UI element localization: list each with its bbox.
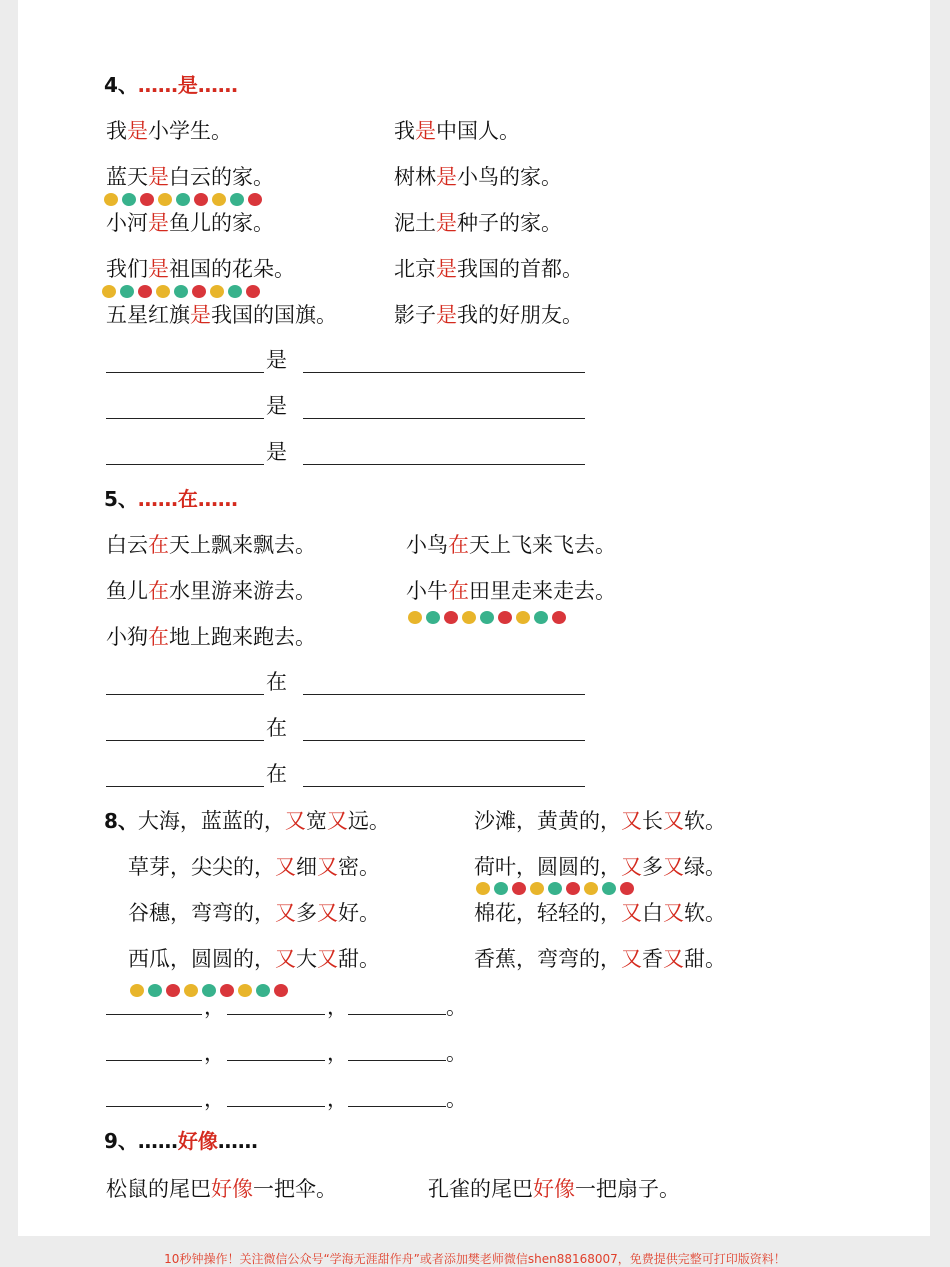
sentence: 小狗在地上跑来跑去。 <box>106 625 316 649</box>
keyword: 又 <box>621 901 642 925</box>
sentence: 白云在天上飘来飘去。 <box>106 533 316 557</box>
section-number: 8、 <box>104 809 138 833</box>
keyword: 又 <box>621 809 642 833</box>
sentence: 小河是鱼儿的家。 <box>106 211 274 235</box>
keyword: 是 <box>436 257 457 281</box>
keyword: 是 <box>436 165 457 189</box>
sentence: 我们是祖国的花朵。 <box>106 257 295 281</box>
keyword: 好像 <box>211 1177 253 1201</box>
keyword: 又 <box>663 901 684 925</box>
sentence: 西瓜，圆圆的，又大又甜。 <box>128 947 380 971</box>
answer-blank[interactable] <box>227 1014 325 1015</box>
section-pattern: ……在…… <box>137 487 238 511</box>
answer-blank[interactable] <box>227 1106 325 1107</box>
answer-blank[interactable] <box>348 1106 446 1107</box>
section-5-heading <box>104 484 238 514</box>
keyword: 又 <box>284 809 306 833</box>
section-number: 4、 <box>104 73 138 97</box>
sentence: 小牛在田里走来走去。 <box>406 579 616 603</box>
fill-keyword: 是 <box>266 394 287 418</box>
answer-blank[interactable] <box>106 1014 202 1015</box>
sentence: 草芽，尖尖的，又细又密。 <box>128 855 380 879</box>
section-number: 9、 <box>104 1129 138 1153</box>
keyword: 又 <box>317 855 338 879</box>
keyword: 在 <box>448 579 469 603</box>
bead-divider <box>408 611 566 625</box>
keyword: 又 <box>326 809 348 833</box>
sentence: 香蕉，弯弯的，又香又甜。 <box>474 947 726 971</box>
sentence: 泥土是种子的家。 <box>394 211 562 235</box>
keyword: 又 <box>621 947 642 971</box>
footer-notice: 10秒钟操作！关注微信公众号“学海无涯甜作舟”或者添加樊老师微信shen88168007，免费提供完整可打印版资料！ <box>164 1252 786 1266</box>
answer-blank[interactable] <box>303 418 585 419</box>
keyword: 是 <box>127 119 148 143</box>
keyword: 又 <box>275 901 296 925</box>
sentence: 树林是小鸟的家。 <box>394 165 562 189</box>
answer-blank[interactable] <box>106 786 264 787</box>
answer-blank[interactable] <box>106 740 264 741</box>
keyword: 是 <box>148 165 169 189</box>
answer-blank[interactable] <box>106 418 264 419</box>
fill-keyword: 在 <box>266 762 287 786</box>
sentence: 蓝天是白云的家。 <box>106 165 274 189</box>
sentence: 五星红旗是我国的国旗。 <box>106 303 337 327</box>
sentence: 北京是我国的首都。 <box>394 257 583 281</box>
keyword: 在 <box>148 579 169 603</box>
keyword: 是 <box>190 303 211 327</box>
keyword: 又 <box>275 947 296 971</box>
sentence: 鱼儿在水里游来游去。 <box>106 579 316 603</box>
keyword: 又 <box>317 901 338 925</box>
keyword: 又 <box>663 855 684 879</box>
section-4-heading <box>104 70 238 100</box>
answer-blank[interactable] <box>303 694 585 695</box>
keyword: 在 <box>148 533 169 557</box>
keyword: 是 <box>415 119 436 143</box>
keyword: 在 <box>148 625 169 649</box>
keyword: 又 <box>317 947 338 971</box>
fill-keyword: 是 <box>266 348 287 372</box>
sentence: 荷叶，圆圆的，又多又绿。 <box>474 855 726 879</box>
bead-divider <box>104 193 262 207</box>
answer-blank[interactable] <box>303 372 585 373</box>
section-number: 5、 <box>104 487 138 511</box>
keyword: 在 <box>448 533 469 557</box>
fill-keyword: 在 <box>266 670 287 694</box>
sentence: 沙滩，黄黄的，又长又软。 <box>474 809 726 833</box>
keyword: 好像 <box>177 1129 218 1153</box>
keyword: 是 <box>148 211 169 235</box>
sentence: 影子是我的好朋友。 <box>394 303 583 327</box>
answer-blank[interactable] <box>106 694 264 695</box>
answer-blank[interactable] <box>348 1060 446 1061</box>
bead-divider <box>102 285 260 299</box>
keyword: 又 <box>663 947 684 971</box>
answer-blank[interactable] <box>303 464 585 465</box>
answer-blank[interactable] <box>348 1014 446 1015</box>
sentence: 我是小学生。 <box>106 119 232 143</box>
keyword: 又 <box>663 809 684 833</box>
bead-divider <box>476 882 634 896</box>
keyword: 是 <box>436 211 457 235</box>
keyword: 是 <box>148 257 169 281</box>
section-9-heading: 9、……好像…… <box>104 1129 258 1153</box>
sentence: 8、大海，蓝蓝的，又宽又远。 <box>104 809 390 833</box>
sentence: 棉花，轻轻的，又白又软。 <box>474 901 726 925</box>
answer-blank[interactable] <box>303 786 585 787</box>
answer-blank[interactable] <box>106 464 264 465</box>
fill-keyword: 在 <box>266 716 287 740</box>
answer-blank[interactable] <box>303 740 585 741</box>
answer-blank[interactable] <box>106 1106 202 1107</box>
answer-blank[interactable] <box>227 1060 325 1061</box>
sentence: 小鸟在天上飞来飞去。 <box>406 533 616 557</box>
sentence: 我是中国人。 <box>394 119 520 143</box>
fill-keyword: 是 <box>266 440 287 464</box>
section-pattern: ……是…… <box>137 73 238 97</box>
sentence: 谷穗，弯弯的，又多又好。 <box>128 901 380 925</box>
answer-blank[interactable] <box>106 372 264 373</box>
keyword: 是 <box>436 303 457 327</box>
keyword: 好像 <box>533 1177 575 1201</box>
sentence: 孔雀的尾巴好像一把扇子。 <box>428 1177 680 1201</box>
sentence: 松鼠的尾巴好像一把伞。 <box>106 1177 337 1201</box>
keyword: 又 <box>621 855 642 879</box>
answer-blank[interactable] <box>106 1060 202 1061</box>
keyword: 又 <box>275 855 296 879</box>
worksheet-page: 4、……是…… 我是小学生。 我是中国人。 蓝天是白云的家。 树林是小鸟的家。 小河是鱼儿的家。 泥土是种子的家。 我们是祖国的花朵。 北京是我国的首都。 五星红旗是我国的国旗。 影子是我的好朋友。 是 是 是 5、……在…… 白云在天上飘来飘去。 小鸟在天上飞来飞去。 鱼儿在水里游来游去。 小牛在田里走来走去。 小狗在地上跑来跑去。 在 在 在 8、大海，蓝蓝的，又宽又远。 沙滩，黄黄的，又长又软。 草芽，尖尖的，又细又密。 荷叶，圆圆的，又多又绿。 谷穗，弯弯的，又多又好。 棉花，轻轻的，又白又软。 西瓜，圆圆的，又大又甜。 香蕉，弯弯的，又香又甜。 ， ， 。 ， ， 。 ， ， 。 9、……好像…… 松鼠的尾巴好像一把伞。 孔雀的尾巴好像一把扇子。 <box>18 0 930 1236</box>
